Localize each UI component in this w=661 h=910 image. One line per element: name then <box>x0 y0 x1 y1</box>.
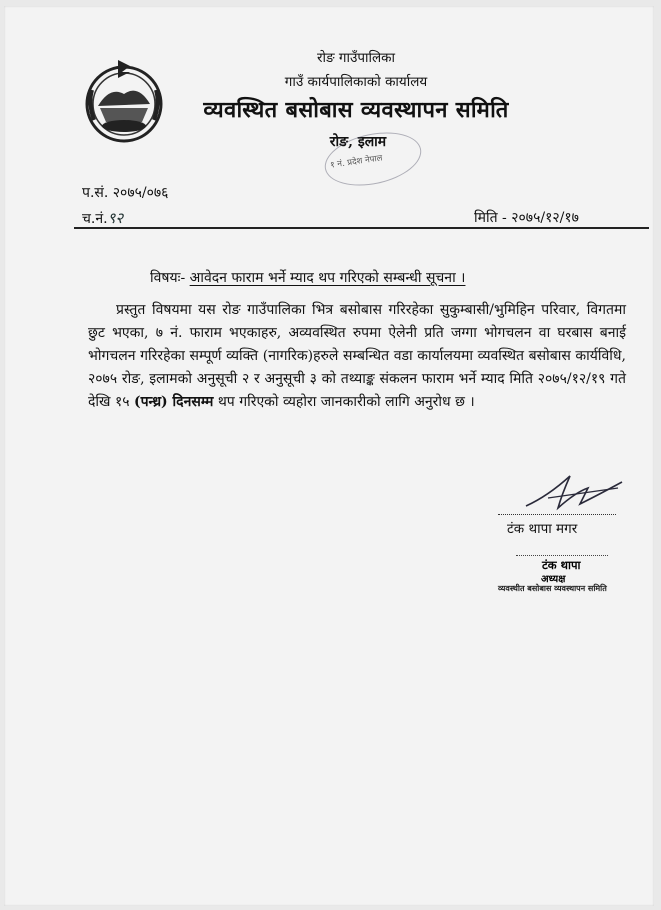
signature-dotted-line <box>498 514 616 515</box>
letter-page <box>4 6 654 906</box>
body-part1: प्रस्तुत विषयमा यस रोङ गाउँपालिका भित्र बसोबास गरिरहेका सुकुम्बासी/भुमिहिन परिवार, विगतमा छुट भएका, ७ नं. फाराम भएकाहरु, अव्यवस्थित रुपमा ऐलेनी प्रति जग्गा भोगचलन वा घरबास बनाई भोगचलन गरिरहेका सम्पूर्ण व्यक्ति (नागरिक)हरुले सम्बन्धित वडा कार्यालयमा व्यवस्थित बसोबास कार्यविधि, २०७५ रोङ, इलामको अनुसूची २ र अनुसूची ३ को तथ्याङ्क संकलन फाराम भर्ने म्याद मिति २०७५/१२/१९ गते देखि १५ <box>88 302 626 410</box>
stamp-dotted-line <box>516 555 608 556</box>
committee-title: व्यवस्थित बसोबास व्यवस्थापन समिति <box>203 97 509 123</box>
chalani-value: ९२ <box>107 209 124 227</box>
signatory-name: टंक थापा मगर <box>507 521 578 537</box>
location-text: रोङ, इलाम <box>329 134 387 150</box>
nepal-emblem-icon <box>82 56 166 144</box>
subject-line <box>150 268 465 287</box>
stamp-text: १ नं. प्रदेश नेपाल <box>329 153 384 171</box>
subject-text: आवेदन फाराम भर्ने म्याद थप गरिएको सम्बन्धी सूचना । <box>189 270 466 286</box>
body-bold: (पन्ध्र) दिनसम्म <box>133 394 214 410</box>
header-divider <box>74 227 649 229</box>
patra-sankhya: प.सं. २०७५/०७६ <box>82 185 169 201</box>
municipality-name: रोङ गाउँपालिका <box>316 50 396 66</box>
stamp-organization: व्यवस्थीत बसोबास व्यवस्थापन समिति <box>498 583 607 593</box>
letter-date: मिति - २०७५/१२/१७ <box>474 210 579 226</box>
chalani-label: च.नं. <box>82 211 108 227</box>
handwritten-signature <box>518 466 628 516</box>
stamp-name: टंक थापा <box>542 558 581 572</box>
office-name: गाउँ कार्यपालिकाको कार्यालय <box>284 74 428 90</box>
body-part2: थप गरिएको व्यहोरा जानकारीको लागि अनुरोध छ । <box>217 394 475 410</box>
notice-body <box>88 299 626 414</box>
stamp-role: अध्यक्ष <box>541 574 566 585</box>
chalani-number <box>82 208 123 228</box>
subject-label: विषयः- <box>150 270 186 286</box>
